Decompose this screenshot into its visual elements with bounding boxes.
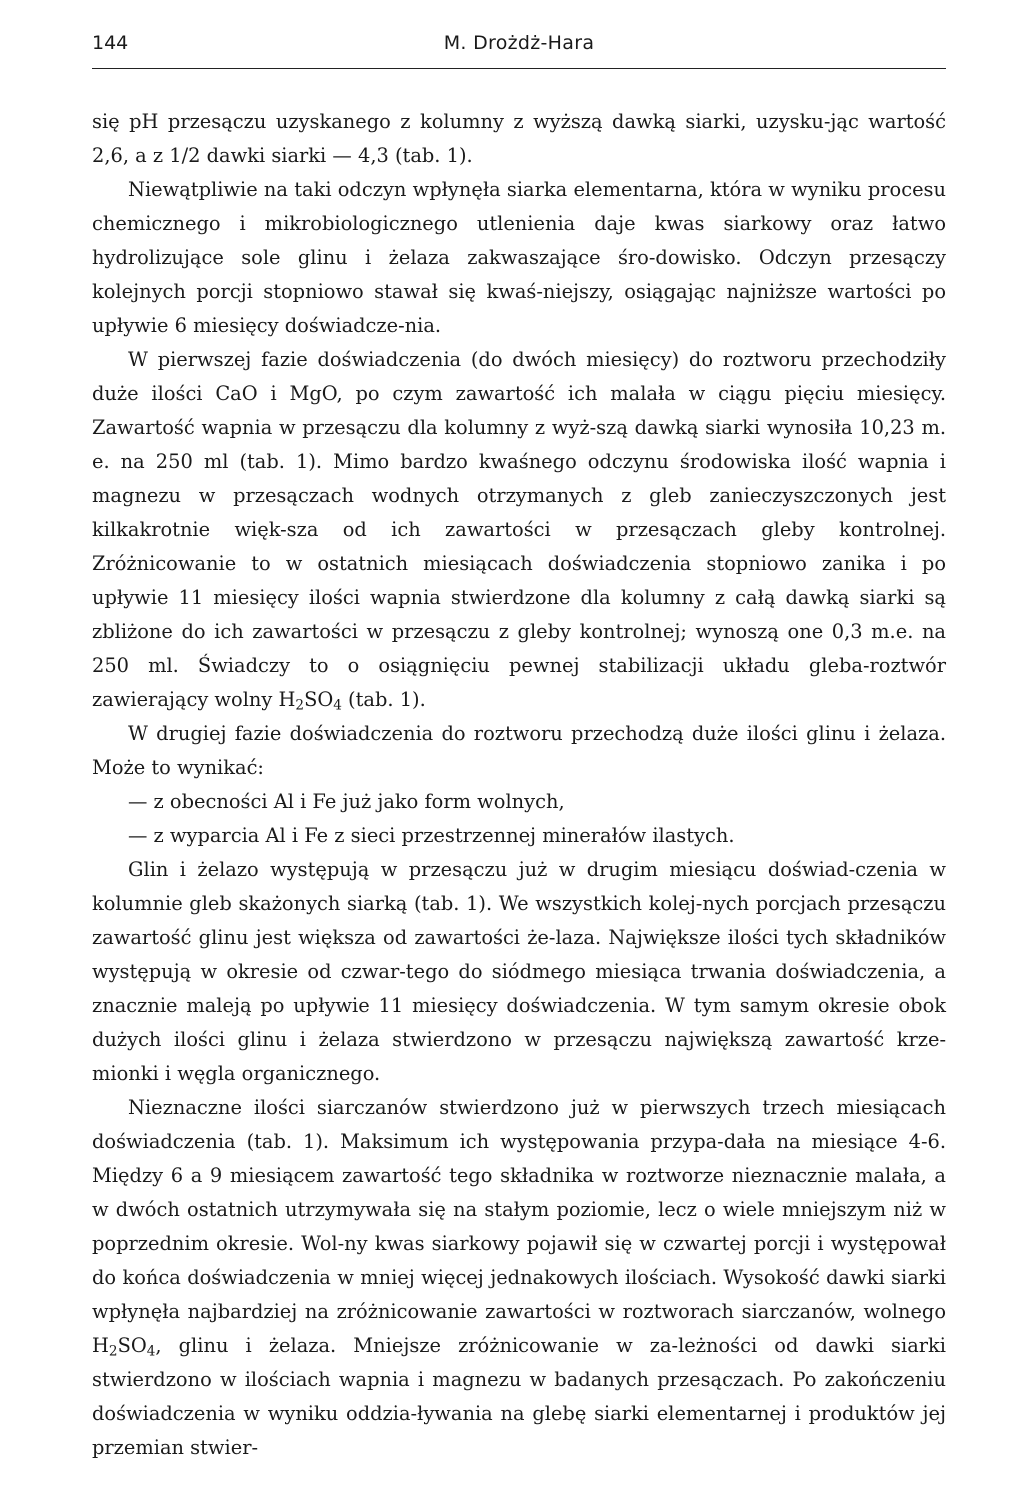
running-head: M. Drożdż-Hara <box>443 32 595 54</box>
text-run: SO <box>304 688 334 711</box>
body-text <box>92 105 946 1465</box>
text-run: , glinu i żelaza. Mniejsze zróżnicowanie w za-leżności od dawki siarki stwierdzono w ilościach wapnia i magnezu w badanych przesączach. Po zakończeniu doświadczenia w wyniku oddzia-ływania na glebę siarki elementarnej i produktów jej przemian stwier- <box>92 1334 946 1459</box>
paragraph <box>92 173 946 343</box>
page-header <box>92 30 946 69</box>
list-item <box>92 819 946 853</box>
subscript: 2 <box>295 697 305 714</box>
text-run: — z wyparcia Al i Fe z sieci przestrzennej minerałów ilastych. <box>128 824 735 847</box>
subscript: 4 <box>146 1343 156 1360</box>
text-run: SO <box>117 1334 147 1357</box>
paragraph <box>92 343 946 717</box>
text-run: Glin i żelazo występują w przesączu już w drugim miesiącu doświad-czenia w kolumnie gleb skażonych siarką (tab. 1). We wszystkich kolej-nych porcjach przesączu zawartość glinu jest większa od zawartości że-laza. Największe ilości tych składników występują w okresie od czwar-tego do siódmego miesiąca trwania doświadczenia, a znacznie maleją po upływie 11 miesięcy doświadczenia. W tym samym okresie obok dużych ilości glinu i żelaza stwierdzono w przesączu największą zawartość krze-mionki i węgla organicznego. <box>92 858 946 1085</box>
subscript: 2 <box>108 1343 118 1360</box>
subscript: 4 <box>333 697 342 714</box>
page-number: 144 <box>92 32 129 54</box>
text-run: się pH przesączu uzyskanego z kolumny z wyższą dawką siarki, uzysku-jąc wartość 2,6, a z 1/2 dawki siarki — 4,3 (tab. 1). <box>92 110 946 167</box>
text-run: — z obecności Al i Fe już jako form wolnych, <box>128 790 565 813</box>
list-item <box>92 785 946 819</box>
paragraph <box>92 105 946 173</box>
text-run: W pierwszej fazie doświadczenia (do dwóch miesięcy) do roztworu przechodziły duże ilości CaO i MgO, po czym zawartość ich malała w ciągu pięciu miesięcy. Zawartość wapnia w przesączu dla kolumny z wyż-szą dawką siarki wynosiła 10,23 m. e. na 250 ml (tab. 1). Mimo bardzo kwaśnego odczynu środowiska ilość wapnia i magnezu w przesączach wodnych otrzymanych z gleb zanieczyszczonych jest kilkakrotnie więk-sza od ich zawartości w przesączach gleby kontrolnej. Zróżnicowanie to w ostatnich miesiącach doświadczenia stopniowo zanika i po upływie 11 miesięcy ilości wapnia stwierdzone dla kolumny z całą dawką siarki są zbliżone do ich zawartości w przesączu z gleby kontrolnej; wynoszą one 0,3 m.e. na 250 ml. Świadczy to o osiągnięciu pewnej stabilizacji układu gleba-roztwór zawierający wolny H <box>92 348 946 711</box>
text-run: W drugiej fazie doświadczenia do roztworu przechodzą duże ilości glinu i żelaza. Może to wynikać: <box>92 722 946 779</box>
text-run: Nieznaczne ilości siarczanów stwierdzono już w pierwszych trzech miesiącach doświadczenia (tab. 1). Maksimum ich występowania przypa-dała na miesiące 4-6. Między 6 a 9 miesiącem zawartość tego składnika w roztworze nieznacznie malała, a w dwóch ostatnich utrzymywała się na stałym poziomie, lecz o wiele mniejszym niż w poprzednim okresie. Wol-ny kwas siarkowy pojawił się w czwartej porcji i występował do końca doświadczenia w mniej więcej jednakowych ilościach. Wysokość dawki siarki wpłynęła najbardziej na zróżnicowanie zawartości w roztworach siarczanów, wolnego H <box>92 1096 946 1357</box>
paragraph <box>92 853 946 1091</box>
paragraph <box>92 717 946 785</box>
paragraph <box>92 1091 946 1465</box>
text-run: (tab. 1). <box>341 688 426 711</box>
text-run: Niewątpliwie na taki odczyn wpłynęła siarka elementarna, która w wyniku procesu chemicznego i mikrobiologicznego utlenienia daje kwas siarkowy oraz łatwo hydrolizujące sole glinu i żelaza zakwaszające śro-dowisko. Odczyn przesączy kolejnych porcji stopniowo stawał się kwaś-niejszy, osiągając najniższe wartości po upływie 6 miesięcy doświadcze-nia. <box>92 178 946 337</box>
